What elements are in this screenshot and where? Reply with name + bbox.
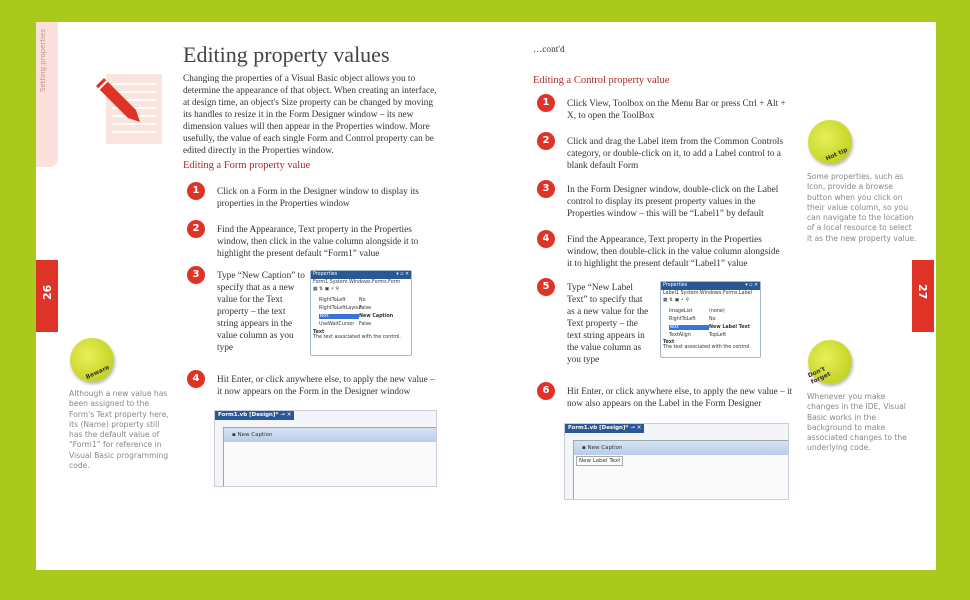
properties-title: Properties xyxy=(313,272,338,277)
pencil-notepad-icon xyxy=(92,72,164,148)
form-designer xyxy=(214,410,437,487)
property-row[interactable] xyxy=(311,320,411,328)
step xyxy=(187,374,437,398)
property-name: RightToLeft xyxy=(319,297,346,303)
badge-label: Hot tip xyxy=(824,146,849,163)
property-value: New Caption xyxy=(359,313,394,319)
properties-window xyxy=(310,270,412,356)
step-text: Hit Enter, or click anywhere else, to apply the new value – it now appears on the Form in the Designer window xyxy=(217,375,435,397)
page-number-right xyxy=(912,260,934,332)
window-controls-icon: ▾ ▫ ✕ xyxy=(745,283,758,288)
property-value: No xyxy=(359,297,366,303)
step xyxy=(537,98,787,122)
description-title: Text xyxy=(313,330,325,335)
step-text: Find the Appearance, Text property in the Properties window, then click in the value column alongside it to highlight the present default “Form1” value xyxy=(217,225,419,259)
property-row-selected[interactable] xyxy=(661,323,760,331)
subheading-form: Editing a Form property value xyxy=(183,160,311,171)
step xyxy=(187,270,305,354)
step-text: In the Form Designer window, double-click on the Label control to display its present property values in the Properties window – this will be “Label1” by default xyxy=(567,185,779,219)
step-number: 5 xyxy=(537,278,555,296)
form-designer xyxy=(564,423,789,500)
window-controls-icon: ▾ ▫ ✕ xyxy=(396,272,409,277)
property-value: (none) xyxy=(709,308,725,314)
properties-titlebar xyxy=(661,282,760,290)
page-number-text: 27 xyxy=(916,284,929,300)
step-text: Click and drag the Label item from the Common Controls category, or double-click on it, to add a Label control to a blank default Form xyxy=(567,137,784,171)
intro-paragraph: Changing the properties of a Visual Basic object allows you to determine the appearance of that object. When creating an interface, at design time, an object's Size property can be changed by moving its handles to resize it in the Form Designer window – its new dimension values will then appear in the Properties window. More usefully, the value of each single Form and Control property can be edited directly in the Properties window. xyxy=(183,74,437,156)
designer-tab[interactable]: Form1.vb [Design]* ⊸ ✕ xyxy=(215,411,294,420)
property-row[interactable] xyxy=(311,296,411,304)
property-name: UseWaitCursor xyxy=(319,321,355,327)
step-text: Find the Appearance, Text property in the Properties window, then double-click in the value column alongside it to highlight the present default “Label1” value xyxy=(567,235,780,269)
description-text: The text associated with the control. xyxy=(313,335,401,340)
beware-badge-icon xyxy=(70,338,114,382)
object-selector[interactable]: Label1 System.Windows.Forms.Label xyxy=(663,291,752,296)
step-text: Type “New Caption” to specify that as a new value for the Text property – the text string appears in the value column as you type xyxy=(217,271,305,353)
dont-forget-badge-icon xyxy=(808,340,852,384)
property-row[interactable] xyxy=(661,331,760,339)
properties-title: Properties xyxy=(663,283,688,288)
property-name: ImageList xyxy=(669,308,693,314)
property-row[interactable] xyxy=(661,315,760,323)
badge-label: Beware xyxy=(84,363,111,382)
property-name: Text xyxy=(669,325,709,330)
step xyxy=(537,282,649,366)
property-value: No xyxy=(709,316,716,322)
property-name: TextAlign xyxy=(669,332,691,338)
step xyxy=(187,186,437,210)
step xyxy=(537,184,787,220)
property-name: Text xyxy=(319,314,359,319)
designer-tab[interactable]: Form1.vb [Design]* ⊸ ✕ xyxy=(565,424,644,433)
step-number: 3 xyxy=(537,180,555,198)
badge-label: Don't forget xyxy=(806,365,832,386)
step-number: 1 xyxy=(187,182,205,200)
properties-titlebar xyxy=(311,271,411,279)
step-number: 1 xyxy=(537,94,555,112)
form-caption: New Caption xyxy=(587,445,623,451)
form-preview[interactable] xyxy=(223,427,436,486)
properties-toolbar: ▦ ⇅ ▣ ⚡ ⚲ xyxy=(663,298,690,303)
form-caption: New Caption xyxy=(237,432,273,438)
form-icon: ▪ xyxy=(582,445,588,451)
section-tab xyxy=(36,22,58,167)
property-value: New Label Text xyxy=(709,324,750,330)
property-name: RightToLeft xyxy=(669,316,696,322)
step-number: 4 xyxy=(187,370,205,388)
beware-tip: Although a new value has been assigned to the Form's Text property here, its (Name) property still has the default value of “Form1” for reference in Visual Basic programming code. xyxy=(69,389,169,471)
step-number: 3 xyxy=(187,266,205,284)
book-spread xyxy=(36,22,936,570)
label-control[interactable]: New Label Text xyxy=(576,456,623,466)
step-number: 4 xyxy=(537,230,555,248)
property-name: RightToLeftLayout xyxy=(319,305,363,311)
property-row[interactable] xyxy=(311,304,411,312)
step xyxy=(537,386,793,410)
step-number: 2 xyxy=(187,220,205,238)
page-title: Editing property values xyxy=(183,42,390,67)
property-row[interactable] xyxy=(661,307,760,315)
step-number: 2 xyxy=(537,132,555,150)
properties-toolbar: ▦ ⇅ ▣ ⚡ ⚲ xyxy=(313,287,340,292)
object-selector[interactable]: Form1 System.Windows.Forms.Form xyxy=(313,280,401,285)
step-text: Click on a Form in the Designer window to display its properties in the Properties window xyxy=(217,187,419,209)
designer-tab-label: Form1.vb [Design]* xyxy=(568,425,629,431)
hot-tip-badge-icon xyxy=(808,120,852,164)
description-title: Text xyxy=(663,340,675,345)
form-icon: ▪ xyxy=(232,432,238,438)
designer-tab-label: Form1.vb [Design]* xyxy=(218,412,279,418)
dont-forget-tip: Whenever you make changes in the IDE, Visual Basic works in the background to make associated changes to the underlying code. xyxy=(807,392,907,453)
step xyxy=(537,136,787,172)
property-value: False xyxy=(359,305,372,311)
continued-label: …cont'd xyxy=(533,45,565,55)
property-value: TopLeft xyxy=(709,332,727,338)
properties-window xyxy=(660,281,761,358)
step-text: Click View, Toolbox on the Menu Bar or press Ctrl + Alt + X, to open the ToolBox xyxy=(567,99,786,121)
subheading-control: Editing a Control property value xyxy=(533,75,670,86)
page-number-left xyxy=(36,260,58,332)
form-preview[interactable] xyxy=(573,440,788,499)
property-row-selected[interactable] xyxy=(311,312,411,320)
step-number: 6 xyxy=(537,382,555,400)
section-tab-label: Setting properties xyxy=(39,28,47,92)
step-text: Hit Enter, or click anywhere else, to apply the new value – it now also appears on the Label in the Form Designer xyxy=(567,387,793,409)
page-number-text: 26 xyxy=(41,284,54,300)
hot-tip: Some properties, such as Icon, provide a browse button when you click on their value column, so you can navigate to the location of a local resource to select it as the new property value. xyxy=(807,172,917,243)
property-value: False xyxy=(359,321,372,327)
step xyxy=(187,224,437,260)
step xyxy=(537,234,787,270)
step-text: Type “New Label Text” to specify that as a new value for the Text property – the text string appears in the value column as you type xyxy=(567,283,649,365)
description-text: The text associated with the control. xyxy=(663,345,751,350)
